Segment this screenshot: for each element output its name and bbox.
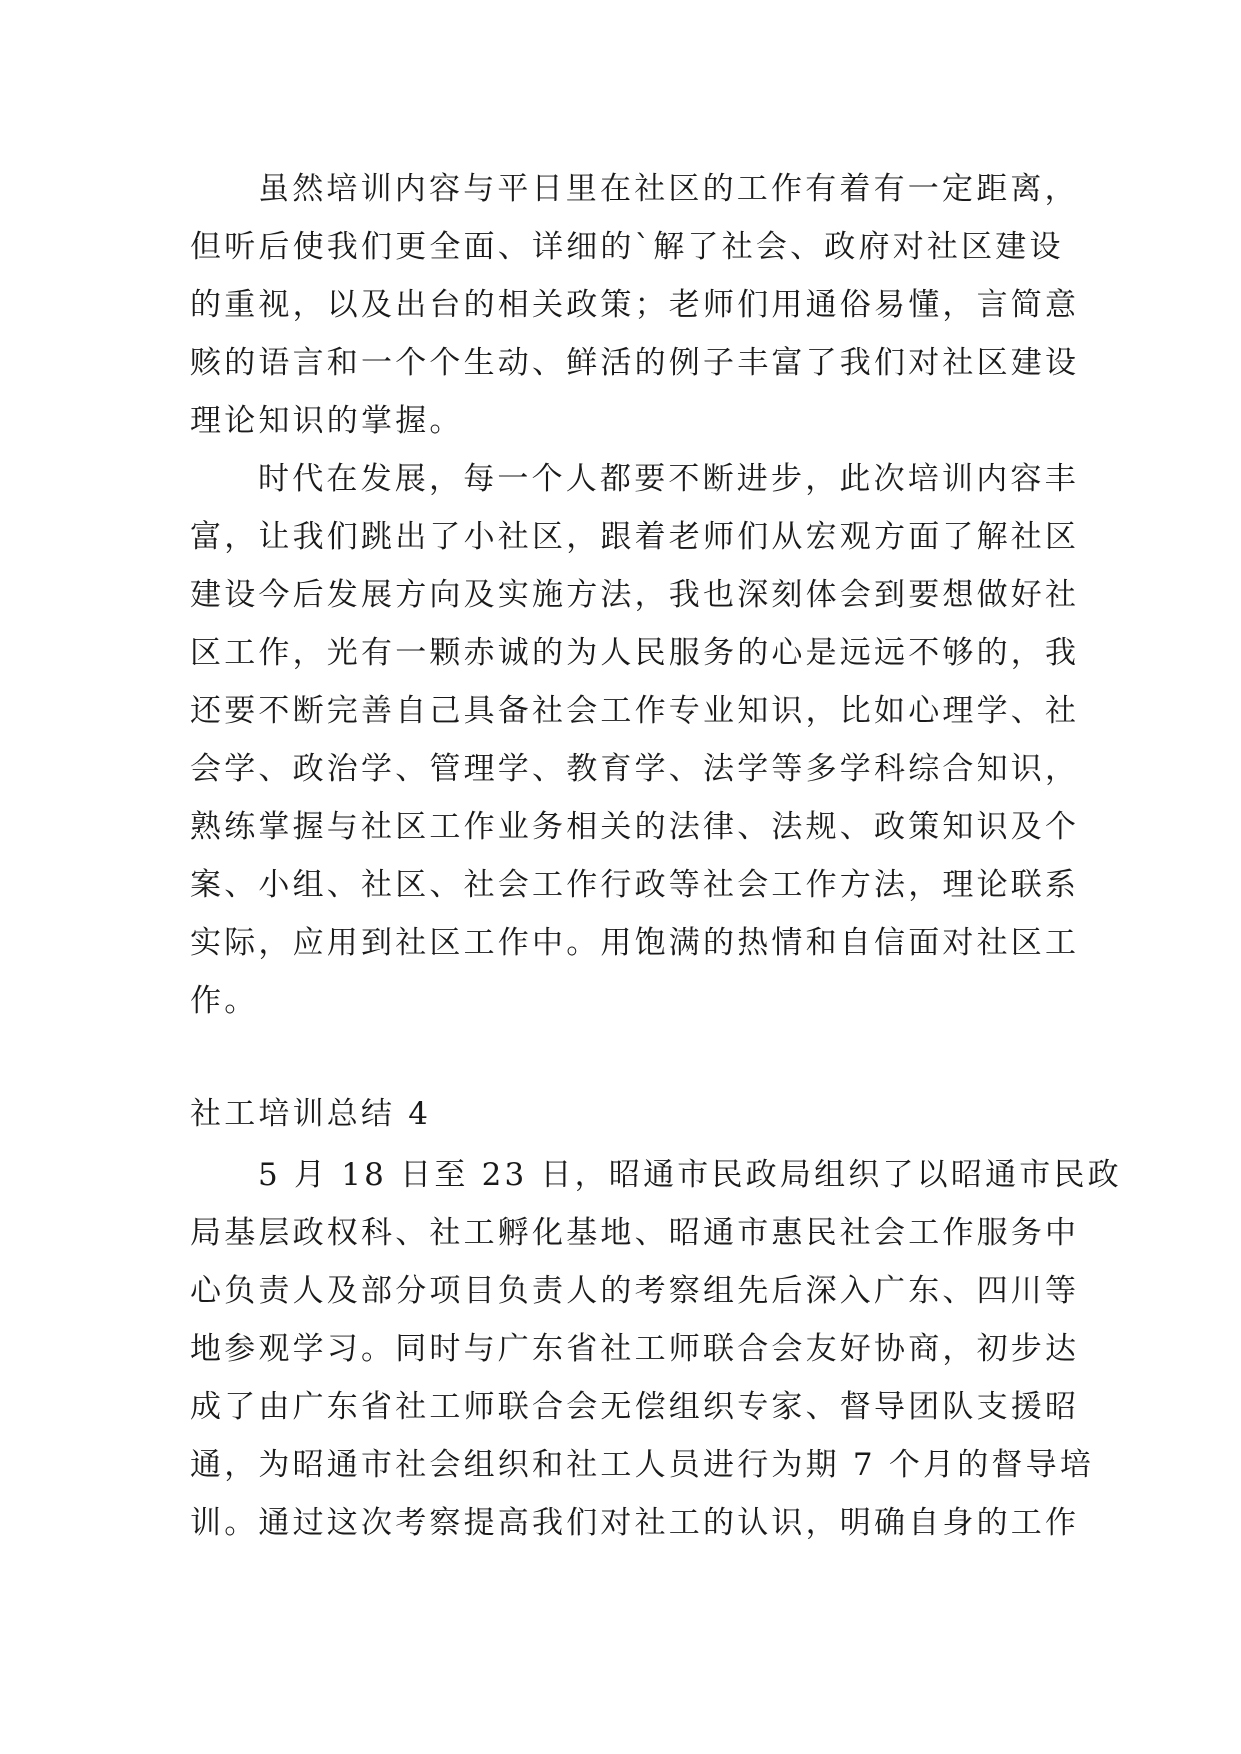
text-line: 富，让我们跳出了小社区，跟着老师们从宏观方面了解社区: [190, 519, 1080, 555]
paragraph-3: [190, 1146, 1122, 1552]
text-line: 作。: [190, 983, 259, 1019]
text-line: 时代在发展，每一个人都要不断进步，此次培训内容丰: [258, 461, 1079, 497]
text-line: 会学、政治学、管理学、教育学、法学等多学科综合知识，: [190, 751, 1080, 787]
text-line: 训。通过这次考察提高我们对社工的认识，明确自身的工作: [190, 1505, 1080, 1541]
text-line: 建设今后发展方向及实施方法，我也深刻体会到要想做好社: [190, 577, 1080, 613]
text-line: 地参观学习。同时与广东省社工师联合会友好协商，初步达: [190, 1331, 1080, 1367]
section-spacer: [190, 1030, 1070, 1082]
paragraph-1: [190, 160, 1080, 450]
text-line: 局基层政权科、社工孵化基地、昭通市惠民社会工作服务中: [190, 1215, 1080, 1251]
text-line: 的重视，以及出台的相关政策；老师们用通俗易懂，言简意: [190, 287, 1080, 323]
text-line: 5 月 18 日至 23 日，昭通市民政局组织了以昭通市民政: [258, 1157, 1122, 1193]
text-line: 理论知识的掌握。: [190, 403, 464, 439]
text-line: 但听后使我们更全面、详细的`解了社会、政府对社区建设: [190, 229, 1064, 265]
section-title: 社工培训总结 4: [190, 1096, 432, 1132]
text-line: 心负责人及部分项目负责人的考察组先后深入广东、四川等: [190, 1273, 1080, 1309]
paragraph-2: [190, 450, 1080, 1030]
text-line: 通，为昭通市社会组织和社工人员进行为期 7 个月的督导培: [190, 1447, 1095, 1483]
text-line: 虽然培训内容与平日里在社区的工作有着有一定距离，: [258, 171, 1079, 207]
text-line: 实际，应用到社区工作中。用饱满的热情和自信面对社区工: [190, 925, 1080, 961]
document-body: [190, 160, 1122, 1552]
text-line: 成了由广东省社工师联合会无偿组织专家、督导团队支援昭: [190, 1389, 1080, 1425]
text-line: 案、小组、社区、社会工作行政等社会工作方法，理论联系: [190, 867, 1080, 903]
text-line: 还要不断完善自己具备社会工作专业知识，比如心理学、社: [190, 693, 1080, 729]
text-line: 区工作，光有一颗赤诚的为人民服务的心是远远不够的，我: [190, 635, 1080, 671]
text-line: 熟练掌握与社区工作业务相关的法律、法规、政策知识及个: [190, 809, 1080, 845]
text-line: 赅的语言和一个个生动、鲜活的例子丰富了我们对社区建设: [190, 345, 1080, 381]
